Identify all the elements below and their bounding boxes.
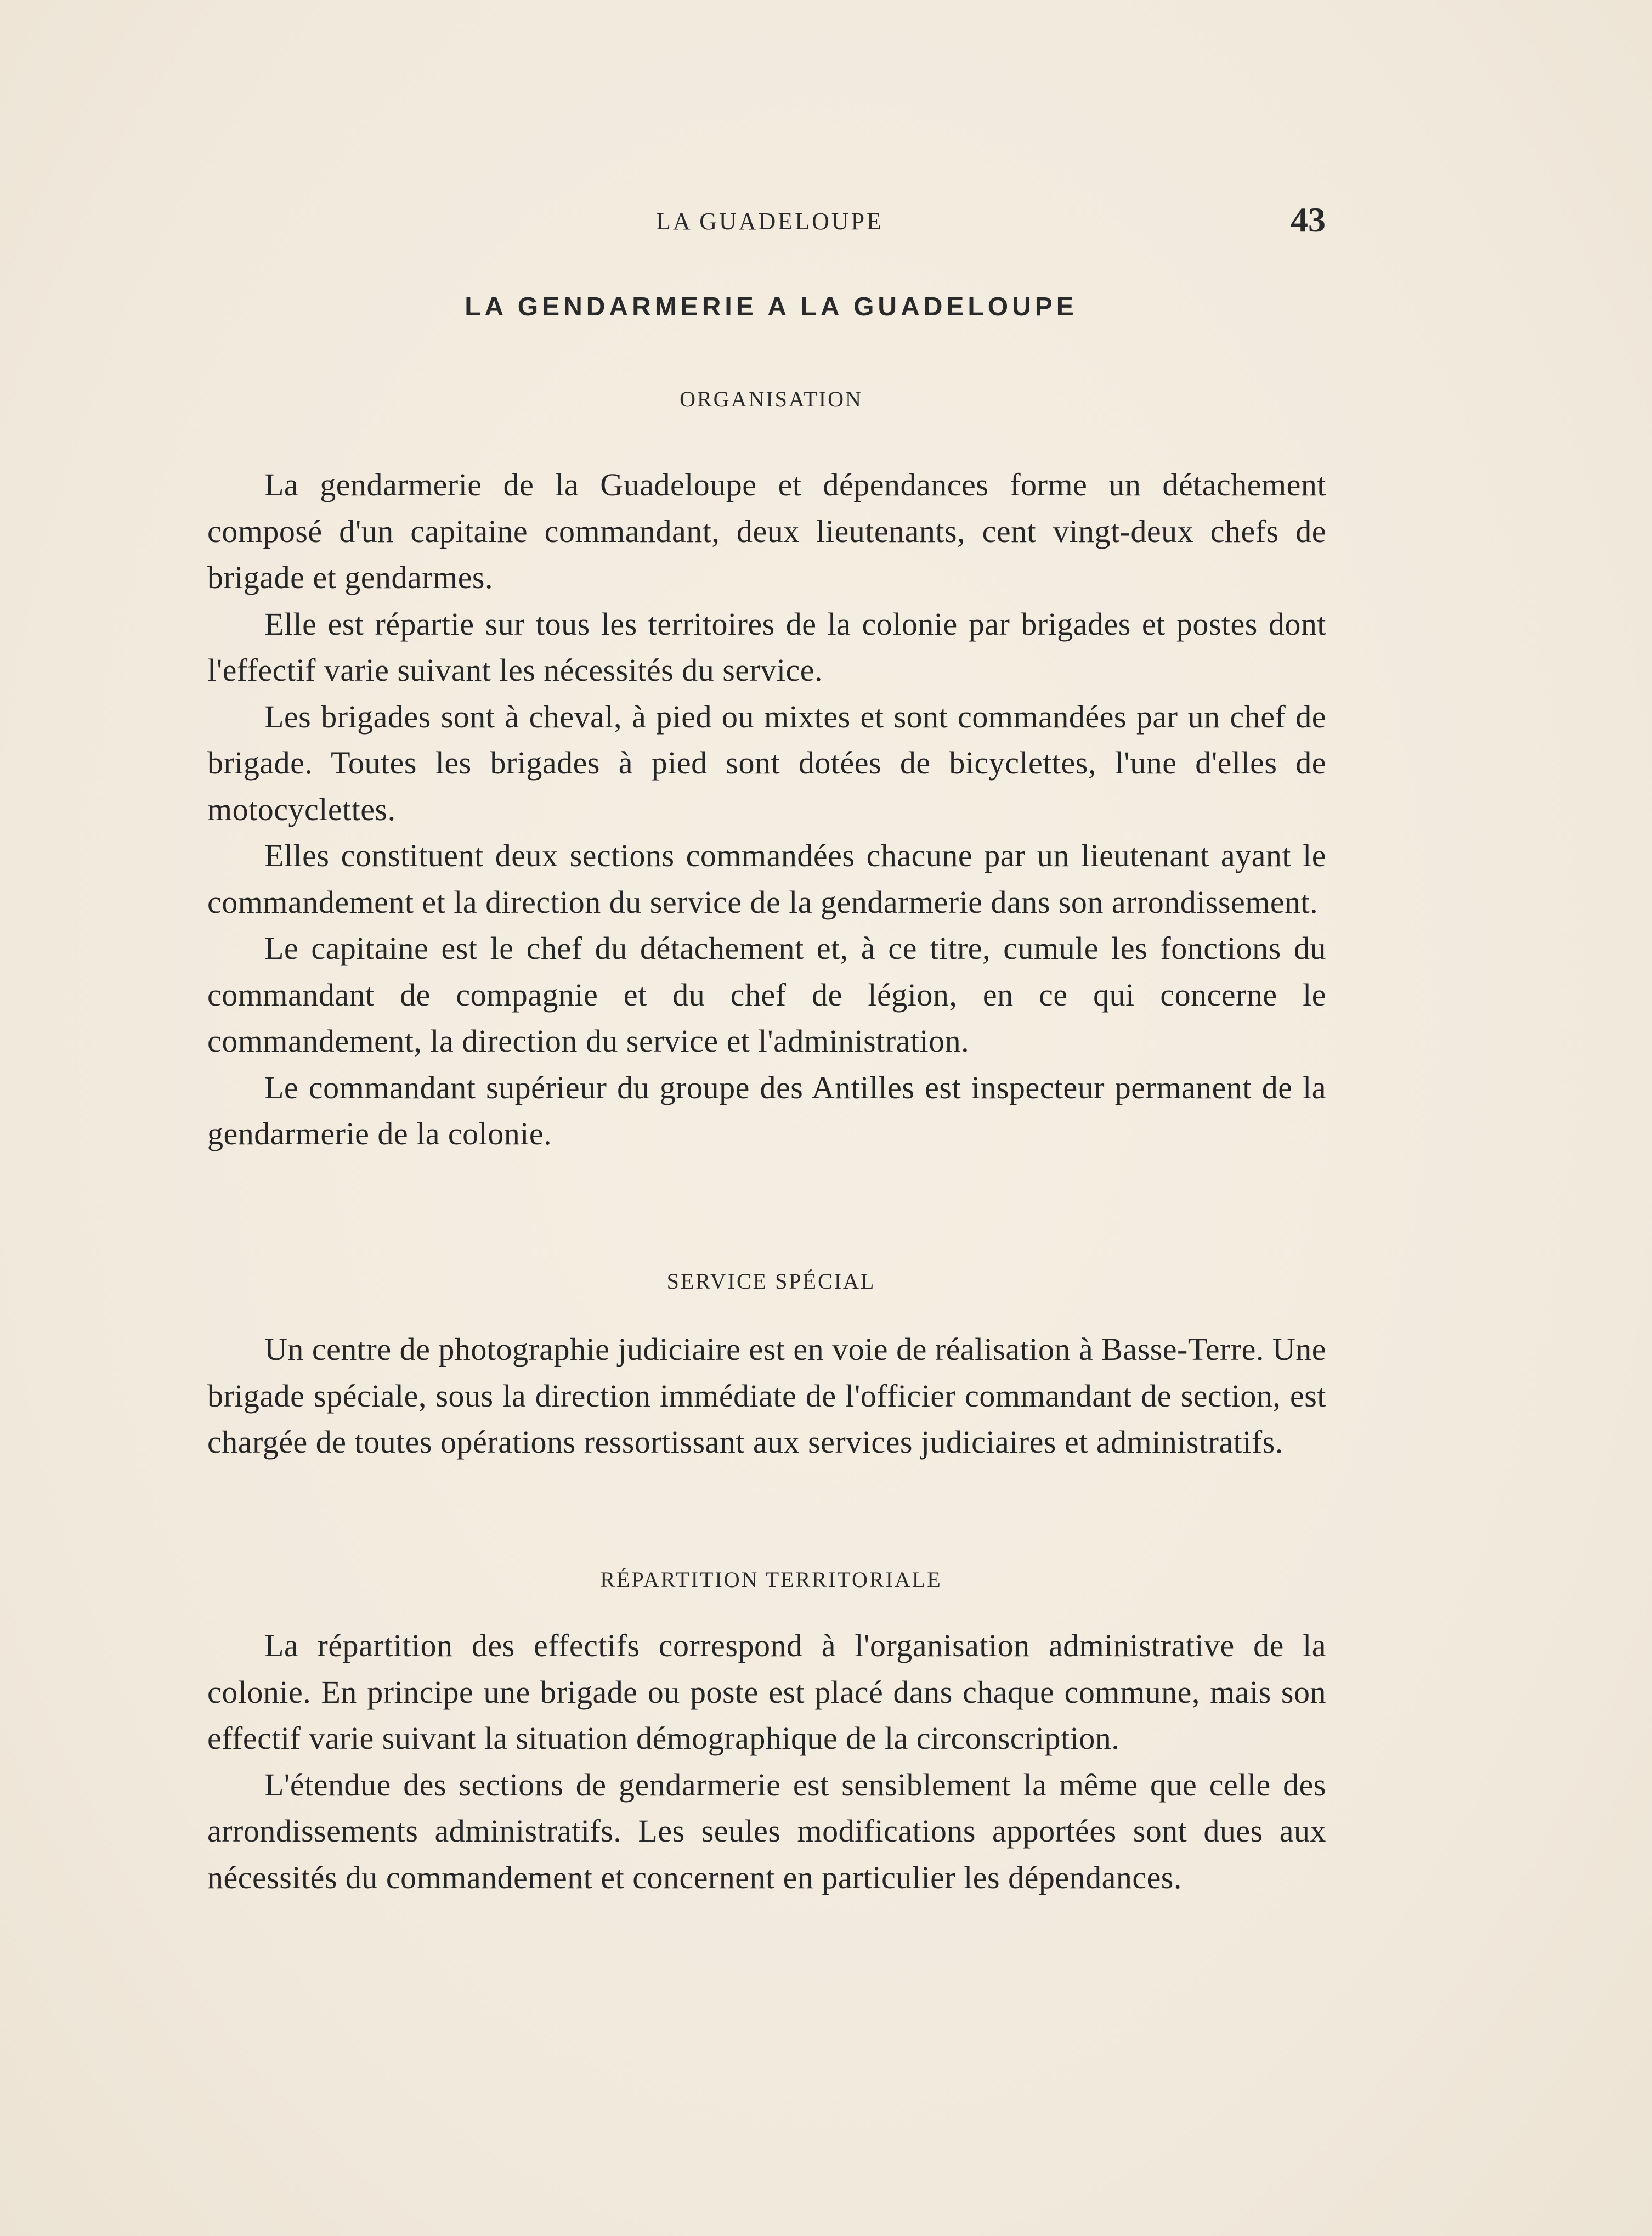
paragraph: Les brigades sont à cheval, à pied ou mixtes et sont commandées par un chef de brigade. Toutes les brigades à pied sont dotées de bicyclettes, l'une d'elles de motocyclettes. [207, 698, 1326, 827]
paragraph: La gendarmerie de la Guadeloupe et dépendances forme un détachement composé d'un capitaine commandant, deux lieutenants, cent vingt-deux chefs de brigade et gendarmes. [207, 467, 1326, 595]
section-heading-service-special: SERVICE SPÉCIAL [666, 1269, 876, 1294]
paragraph: Le commandant supérieur du groupe des Antilles est inspecteur permanent de la gendarmerie de la colonie. [207, 1069, 1326, 1151]
paragraph: Le capitaine est le chef du détachement et, à ce titre, cumule les fonctions du commandant de compagnie et du chef de légion, en ce qui concerne le commandement, la direction du service et l'administration. [207, 930, 1326, 1059]
section-heading-organisation: ORGANISATION [680, 387, 863, 411]
paragraph: Elles constituent deux sections commandées chacune par un lieutenant ayant le commandement et la direction du service de la gendarmerie dans son arrondissement. [207, 838, 1326, 920]
page-number: 43 [1291, 200, 1326, 239]
paragraph: L'étendue des sections de gendarmerie est sensiblement la même que celle des arrondissements administratifs. Les seules modifications apportées sont dues aux nécessités du commandement et concernent en particulier les dépendances. [207, 1766, 1326, 1895]
main-title: LA GENDARMERIE A LA GUADELOUPE [465, 292, 1078, 321]
paragraph: Un centre de photographie judiciaire est en voie de réalisation à Basse-Terre. Une brigade spéciale, sous la direction immédiate de l'officier commandant de section, est chargée de toutes opérations ressortissant aux services judiciaires et administratifs. [207, 1331, 1326, 1460]
running-head [0, 200, 1652, 241]
section-organisation-body [207, 462, 1326, 1157]
section-service-special-body [207, 1326, 1326, 1466]
section-heading-repartition-territoriale: RÉPARTITION TERRITORIALE [600, 1567, 942, 1592]
paragraph: La répartition des effectifs correspond à l'organisation administrative de la colonie. En principe une brigade ou poste est placé dans chaque commune, mais son effectif varie suivant la situation démographique de la circonscription. [207, 1628, 1326, 1756]
section-repartition-body [207, 1623, 1326, 1901]
running-title: LA GUADELOUPE [656, 208, 884, 235]
paragraph: Elle est répartie sur tous les territoires de la colonie par brigades et postes dont l'effectif varie suivant les nécessités du service. [207, 606, 1326, 688]
